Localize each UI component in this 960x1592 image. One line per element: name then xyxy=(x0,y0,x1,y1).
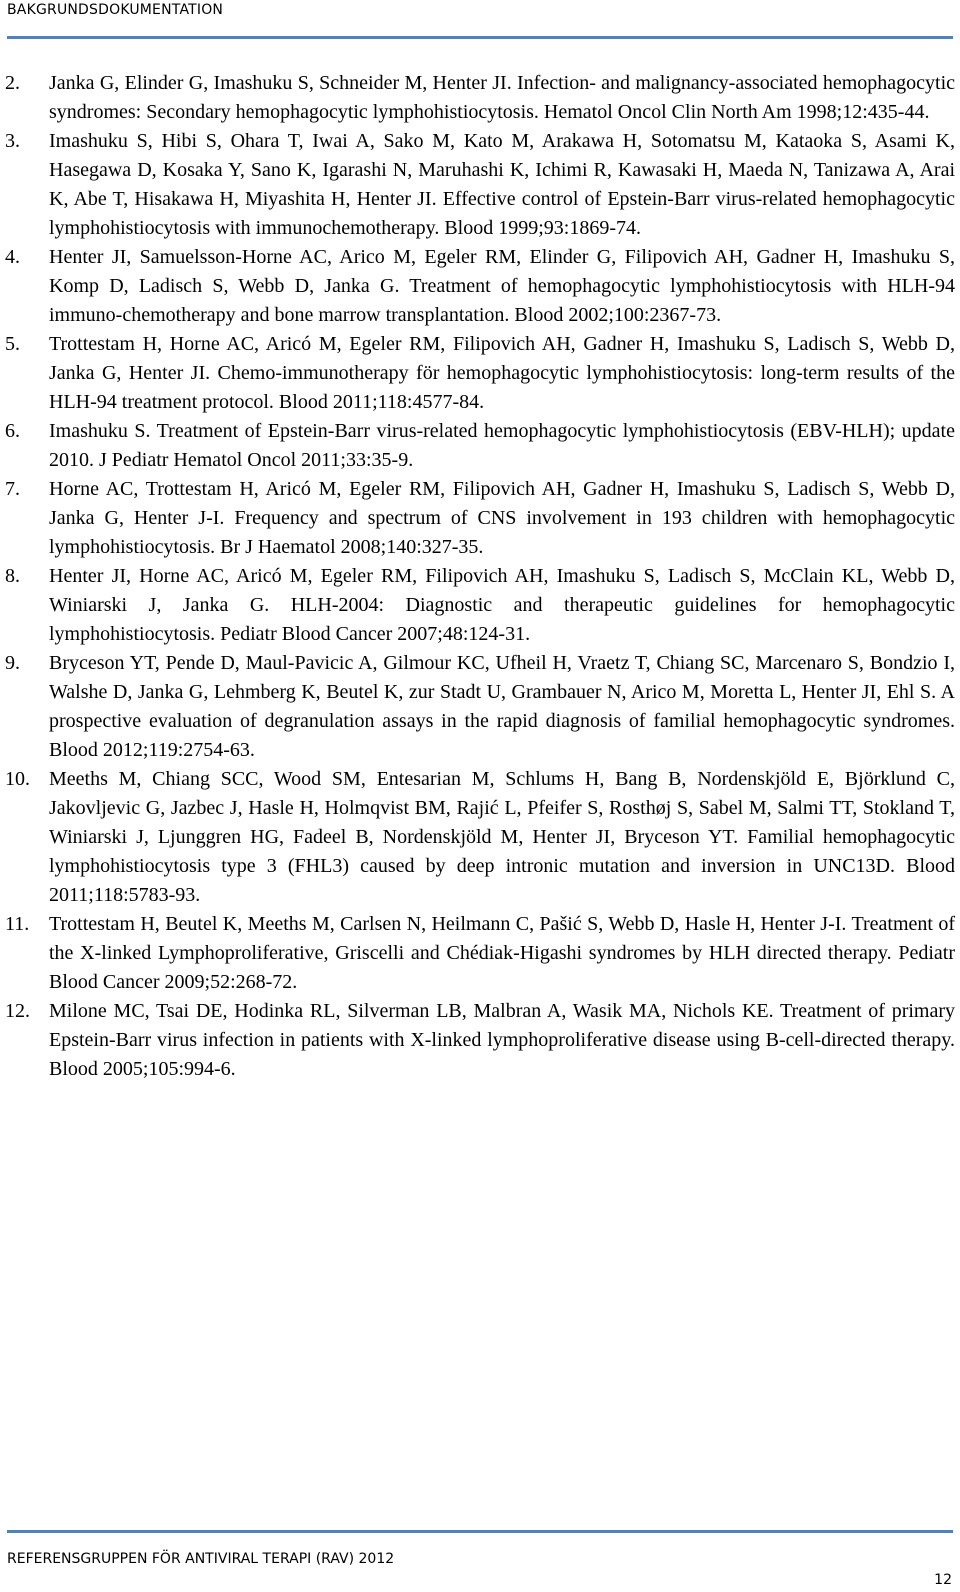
reference-text: Janka G, Elinder G, Imashuku S, Schneider M, Henter JI. Infection- and malignancy-associated hemophagocytic syndromes: Secondary hemophagocytic lymphohistiocytosis. Hematol Oncol Clin North Am 1998;12:435-44. xyxy=(49,72,955,123)
reference-text: Bryceson YT, Pende D, Maul-Pavicic A, Gilmour KC, Ufheil H, Vraetz T, Chiang SC, Marcenaro S, Bondzio I, Walshe D, Janka G, Lehmberg K, Beutel K, zur Stadt U, Grambauer N, Arico M, Moretta L, Henter JI, Ehl S. A prospective evaluation of degranulation assays in the rapid diagnosis of familial hemophagocytic syndromes. Blood 2012;119:2754-63. xyxy=(49,652,955,761)
footer-organization: REFERENSGRUPPEN FÖR ANTIVIRAL TERAPI (RAV) 2012 xyxy=(7,1551,395,1567)
reference-text: Meeths M, Chiang SCC, Wood SM, Entesarian M, Schlums H, Bang B, Nordenskjöld E, Björklund C, Jakovljevic G, Jazbec J, Hasle H, Holmqvist BM, Rajić L, Pfeifer S, Rosthøj S, Sabel M, Salmi TT, Stokland T, Winiarski J, Ljunggren HG, Fadeel B, Nordenskjöld M, Henter JI, Bryceson YT. Familial hemophagocytic lymphohistiocytosis type 3 (FHL3) caused by deep intronic mutation and inversion in UNC13D. Blood 2011;118:5783-93. xyxy=(49,768,955,906)
reference-item xyxy=(5,127,955,243)
reference-text: Horne AC, Trottestam H, Aricó M, Egeler RM, Filipovich AH, Gadner H, Imashuku S, Ladisch S, Webb D, Janka G, Henter J-I. Frequency and spectrum of CNS involvement in 193 children with hemophagocytic lymphohistiocytosis. Br J Haematol 2008;140:327-35. xyxy=(49,478,955,558)
reference-number: 8. xyxy=(5,565,20,587)
reference-number: 9. xyxy=(5,652,20,674)
reference-item xyxy=(5,417,955,475)
reference-text: Henter JI, Samuelsson-Horne AC, Arico M, Egeler RM, Elinder G, Filipovich AH, Gadner H, Imashuku S, Komp D, Ladisch S, Webb D, Janka G. Treatment of hemophagocytic lymphohistiocytosis with HLH-94 immuno-chemotherapy and bone marrow transplantation. Blood 2002;100:2367-73. xyxy=(49,246,955,326)
footer-divider xyxy=(7,1530,953,1533)
reference-item xyxy=(5,330,955,417)
reference-text: Imashuku S, Hibi S, Ohara T, Iwai A, Sako M, Kato M, Arakawa H, Sotomatsu M, Kataoka S, Asami K, Hasegawa D, Kosaka Y, Sano K, Igarashi N, Maruhashi K, Ichimi R, Kawasaki H, Maeda N, Tanizawa A, Arai K, Abe T, Hisakawa H, Miyashita H, Henter JI. Effective control of Epstein-Barr virus-related hemophagocytic lymphohistiocytosis with immunochemotherapy. Blood 1999;93:1869-74. xyxy=(49,130,955,239)
reference-number: 7. xyxy=(5,478,20,500)
reference-item xyxy=(5,69,955,127)
reference-number: 6. xyxy=(5,420,20,442)
reference-number: 12. xyxy=(5,1000,30,1022)
page-header: BAKGRUNDSDOKUMENTATION xyxy=(7,2,224,18)
reference-number: 5. xyxy=(5,333,20,355)
reference-number: 4. xyxy=(5,246,20,268)
reference-list xyxy=(5,69,955,1084)
reference-text: Henter JI, Horne AC, Aricó M, Egeler RM, Filipovich AH, Imashuku S, Ladisch S, McClain KL, Webb D, Winiarski J, Janka G. HLH-2004: Diagnostic and therapeutic guidelines for hemophagocytic lymphohistiocytosis. Pediatr Blood Cancer 2007;48:124-31. xyxy=(49,565,955,645)
reference-number: 10. xyxy=(5,768,30,790)
reference-number: 11. xyxy=(5,913,30,935)
reference-text: Trottestam H, Horne AC, Aricó M, Egeler RM, Filipovich AH, Gadner H, Imashuku S, Ladisch S, Webb D, Janka G, Henter JI. Chemo-immunotherapy för hemophagocytic lymphohistiocytosis: long-term results of the HLH-94 treatment protocol. Blood 2011;118:4577-84. xyxy=(49,333,955,413)
reference-item xyxy=(5,649,955,765)
reference-number: 3. xyxy=(5,130,20,152)
page-number: 12 xyxy=(934,1572,952,1588)
reference-item xyxy=(5,243,955,330)
reference-item xyxy=(5,475,955,562)
reference-item xyxy=(5,562,955,649)
reference-text: Trottestam H, Beutel K, Meeths M, Carlsen N, Heilmann C, Pašić S, Webb D, Hasle H, Henter J-I. Treatment of the X-linked Lymphoproliferative, Griscelli and Chédiak-Higashi syndromes by HLH directed therapy. Pediatr Blood Cancer 2009;52:268-72. xyxy=(49,913,955,993)
reference-text: Imashuku S. Treatment of Epstein-Barr virus-related hemophagocytic lymphohistiocytosis (EBV-HLH); update 2010. J Pediatr Hematol Oncol 2011;33:35-9. xyxy=(49,420,955,471)
reference-item xyxy=(5,997,955,1084)
header-divider xyxy=(7,36,953,39)
reference-number: 2. xyxy=(5,72,20,94)
reference-item xyxy=(5,910,955,997)
reference-text: Milone MC, Tsai DE, Hodinka RL, Silverman LB, Malbran A, Wasik MA, Nichols KE. Treatment of primary Epstein-Barr virus infection in patients with X-linked lymphoproliferative disease using B-cell-directed therapy. Blood 2005;105:994-6. xyxy=(49,1000,955,1080)
reference-item xyxy=(5,765,955,910)
